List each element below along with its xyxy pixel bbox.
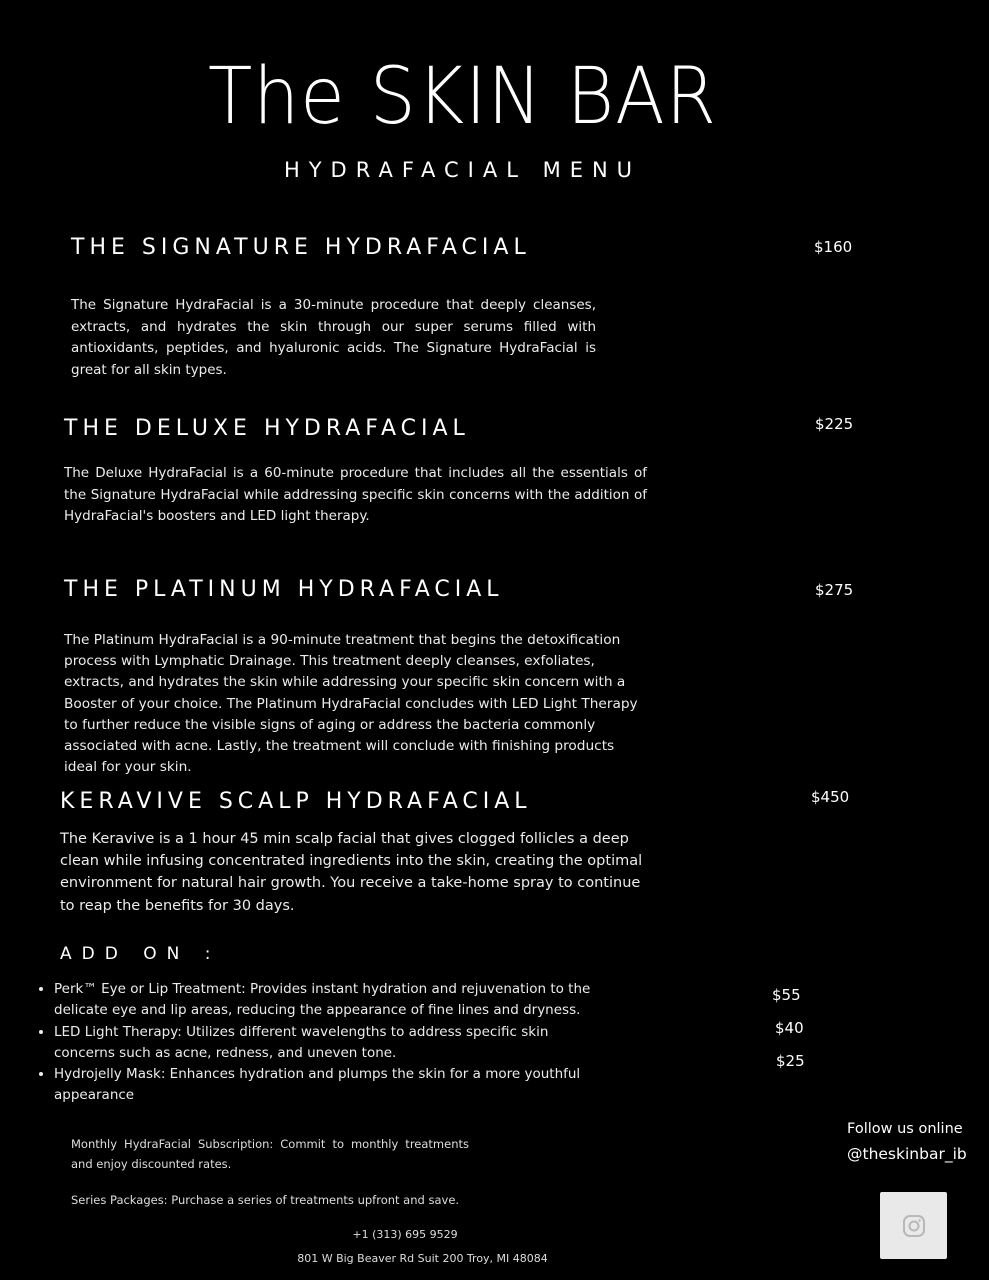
addons-title: ADD ON : (60, 944, 221, 964)
service-price-signature: $160 (814, 238, 853, 256)
phone-number[interactable]: +1 (313) 695 9529 (352, 1228, 458, 1241)
service-title-deluxe: THE DELUXE HYDRAFACIAL (64, 416, 470, 441)
addon-price-led: $40 (775, 1019, 804, 1037)
addons-list (35, 979, 610, 1107)
instagram-icon (901, 1213, 927, 1239)
follow-label: Follow us online (847, 1121, 963, 1137)
service-price-keravive: $450 (811, 788, 850, 806)
service-price-deluxe: $225 (815, 415, 854, 433)
service-description-platinum: The Platinum HydraFacial is a 90-minute treatment that begins the detoxification process with Lymphatic Drainage. This treatment deeply cleanses, exfoliates, extracts, and hydrates the skin while addressing your specific skin concern with a Booster of your choice. The Platinum HydraFacial concludes with LED Light Therapy to further reduce the visible signs of aging or address the bacteria commonly associated with acne. Lastly, the treatment will conclude with finishing products ideal for your skin. (64, 632, 638, 776)
service-description-deluxe: The Deluxe HydraFacial is a 60-minute procedure that includes all the essentials of the Signature HydraFacial while addressing specific skin concerns with the addition of HydraFacial's boosters and LED light therapy. (64, 465, 647, 524)
instagram-qr-icon[interactable] (880, 1192, 947, 1259)
page-title: The SKIN BAR (207, 52, 718, 142)
service-title-signature: THE SIGNATURE HYDRAFACIAL (71, 235, 531, 260)
service-title-keravive: KERAVIVE SCALP HYDRAFACIAL (60, 789, 532, 814)
menu-subtitle: HYDRAFACIAL MENU (283, 158, 642, 182)
addon-item-hydrojelly: • Hydrojelly Mask: Enhances hydration and plumps the skin for a more youthful appearance (54, 1064, 610, 1107)
address: 801 W Big Beaver Rd Suit 200 Troy, MI 48084 (297, 1252, 548, 1265)
service-description-keravive: The Keravive is a 1 hour 45 min scalp facial that gives clogged follicles a deep clean while infusing concentrated ingredients into the skin, creating the optimal environment for natural hair growth. You receive a take-home spray to continue to reap the benefits for 30 days. (60, 831, 643, 914)
service-title-platinum: THE PLATINUM HYDRAFACIAL (64, 577, 504, 602)
addon-price-hydrojelly: $25 (776, 1052, 805, 1070)
addon-item-perk: • Perk™ Eye or Lip Treatment: Provides instant hydration and rejuvenation to the delicate eye and lip areas, reducing the appearance of fine lines and dryness. (54, 979, 610, 1022)
service-description-signature: The Signature HydraFacial is a 30-minute procedure that deeply cleanses, extracts, and hydrates the skin through our super serums filled with antioxidants, peptides, and hyaluronic acids. The Signature HydraFacial is great for all skin types. (71, 297, 596, 378)
subscription-note: Monthly HydraFacial Subscription: Commit to monthly treatments and enjoy discounted rates. (71, 1137, 469, 1171)
addon-item-led: • LED Light Therapy: Utilizes different wavelengths to address specific skin concerns such as acne, redness, and uneven tone. (54, 1022, 610, 1065)
instagram-handle[interactable]: @theskinbar_ib (847, 1145, 967, 1163)
addon-price-perk: $55 (772, 986, 801, 1004)
service-price-platinum: $275 (815, 581, 854, 599)
series-note: Series Packages: Purchase a series of treatments upfront and save. (71, 1193, 460, 1207)
